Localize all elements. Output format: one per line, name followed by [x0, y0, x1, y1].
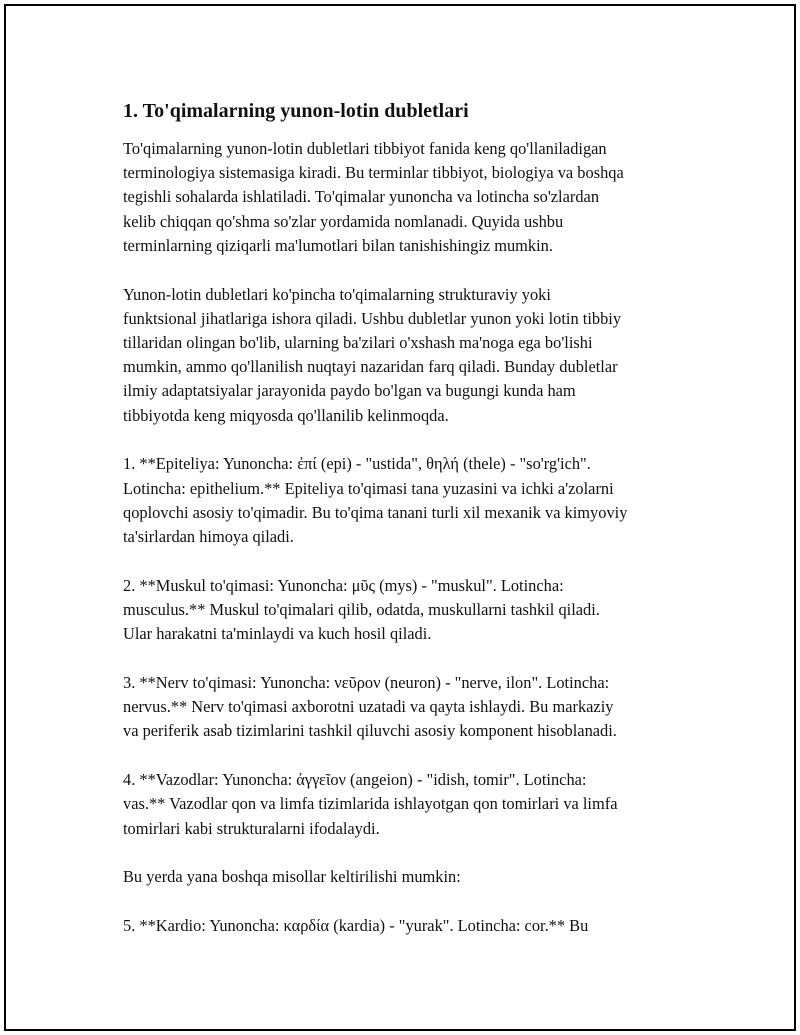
- text-line: nervus.** Nerv to'qimasi axborotni uzatadi va qayta ishlaydi. Bu markaziy: [123, 697, 614, 717]
- text-line: Yunon-lotin dubletlari ko'pincha to'qimalarning strukturaviy yoki: [123, 284, 551, 304]
- text-line: 3. **Nerv to'qimasi: Yunoncha: νεῦρον (neuron) - "nerve, ilon". Lotincha:: [123, 673, 610, 693]
- text-line: Ular harakatni ta'minlaydi va kuch hosil qiladi.: [123, 624, 432, 644]
- text-line: 4. **Vazodlar: Yunoncha: ἀγγεῖον (angeion) - "idish, tomir". Lotincha:: [123, 770, 587, 790]
- paragraph-doublets: [123, 283, 703, 428]
- text-line: Bu yerda yana boshqa misollar keltirilishi mumkin:: [123, 867, 461, 887]
- text-line: kelib chiqqan qo'shma so'zlar yordamida nomlanadi. Quyida ushbu: [123, 211, 564, 231]
- list-item-epiteliya: [123, 452, 703, 549]
- section-heading: 1. To'qimalarning yunon-lotin dubletlari: [123, 100, 469, 122]
- text-line: terminologiya sistemasiga kiradi. Bu terminlar tibbiyot, biologiya va boshqa: [123, 163, 624, 183]
- text-line: qoplovchi asosiy to'qimadir. Bu to'qima tanani turli xil mexanik va kimyoviy: [123, 502, 628, 522]
- list-item-kardio: [123, 914, 703, 938]
- text-line: tomirlari kabi strukturalarni ifodalaydi.: [123, 818, 380, 838]
- text-line: tibbiyotda keng miqyosda qo'llanilib kelinmoqda.: [123, 405, 449, 425]
- text-line: mumkin, ammo qo'llanilish nuqtayi nazaridan farq qiladi. Bunday dubletlar: [123, 357, 618, 377]
- text-line: Lotincha: epithelium.** Epiteliya to'qimasi tana yuzasini va ichki a'zolarni: [123, 478, 614, 498]
- list-item-vazodlar: [123, 768, 703, 841]
- paragraph-intro: [123, 137, 703, 258]
- text-line: musculus.** Muskul to'qimalari qilib, odatda, muskullarni tashkil qiladi.: [123, 600, 600, 620]
- page-frame: [4, 4, 796, 1031]
- text-line: To'qimalarning yunon-lotin dubletlari tibbiyot fanida keng qo'llaniladigan: [123, 139, 607, 158]
- paragraph-more-examples: [123, 865, 703, 889]
- text-line: 1. **Epiteliya: Yunoncha: ἐπί (epi) - "ustida", θηλή (thele) - "so'rg'ich".: [123, 454, 591, 474]
- text-line: 2. **Muskul to'qimasi: Yunoncha: μῦς (mys) - "muskul". Lotincha:: [123, 575, 564, 595]
- text-line: ta'sirlardan himoya qiladi.: [123, 527, 294, 547]
- text-line: 5. **Kardio: Yunoncha: καρδία (kardia) - "yurak". Lotincha: cor.** Bu: [123, 916, 589, 936]
- text-line: va periferik asab tizimlarini tashkil qiluvchi asosiy komponent hisoblanadi.: [123, 721, 617, 741]
- text-line: terminlarning qiziqarli ma'lumotlari bilan tanishishingiz mumkin.: [123, 235, 553, 255]
- text-line: tegishli sohalarda ishlatiladi. To'qimalar yunoncha va lotincha so'zlardan: [123, 187, 600, 207]
- document-body: [123, 97, 703, 963]
- text-line: vas.** Vazodlar qon va limfa tizimlarida ishlayotgan qon tomirlari va limfa: [123, 794, 618, 814]
- text-line: funktsional jihatlariga ishora qiladi. Ushbu dubletlar yunon yoki lotin tibbiy: [123, 308, 622, 328]
- list-item-muskul: [123, 574, 703, 647]
- text-line: tillaridan olingan bo'lib, ularning ba'zilari o'xshash ma'noga ega bo'lishi: [123, 333, 593, 353]
- text-line: ilmiy adaptatsiyalar jarayonida paydo bo'lgan va bugungi kunda ham: [123, 381, 576, 401]
- list-item-nerv: [123, 671, 703, 744]
